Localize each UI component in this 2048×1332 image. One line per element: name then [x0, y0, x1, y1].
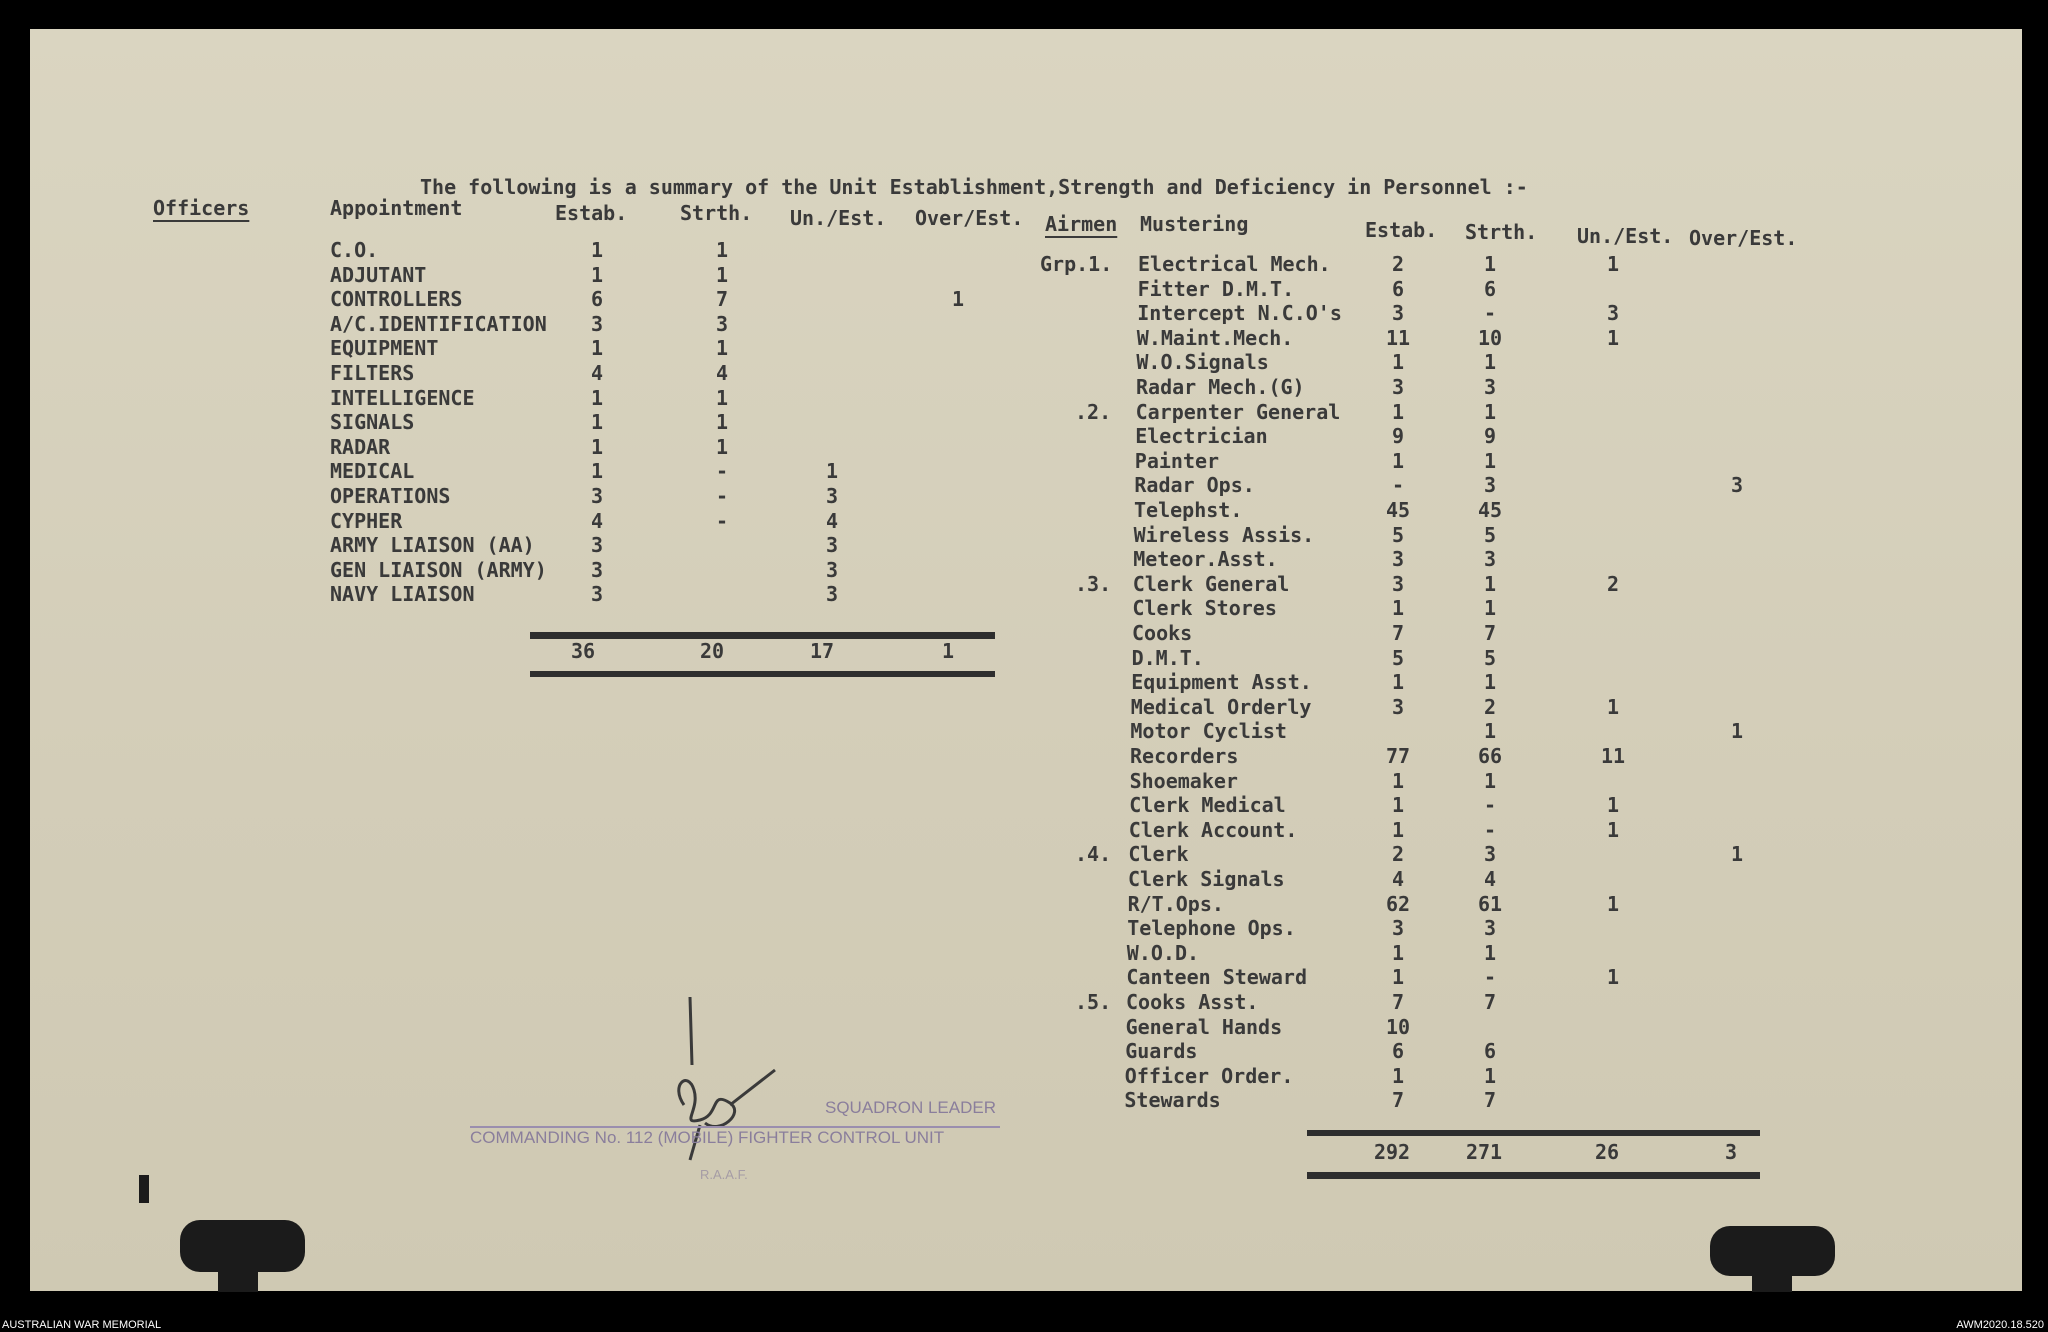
officer-total: 20	[699, 639, 725, 663]
airmen-cell: 1	[1483, 252, 1497, 276]
officer-cell: 1	[590, 459, 604, 484]
airmen-mustering: General Hands	[1125, 1014, 1283, 1039]
officer-cell: 4	[590, 361, 604, 385]
airmen-total: 271	[1465, 1140, 1503, 1164]
airmen-mustering: Intercept N.C.O's	[1137, 301, 1342, 326]
airmen-cell: 1	[1391, 448, 1405, 473]
airmen-cell: 1	[1730, 719, 1744, 744]
airmen-cell: 77	[1385, 744, 1411, 768]
airmen-header-overest: Over/Est.	[1689, 226, 1798, 250]
officer-cell: 3	[825, 582, 839, 607]
airmen-cell: 1	[1606, 793, 1620, 818]
airmen-total: 3	[1724, 1140, 1738, 1164]
airmen-cell: -	[1483, 817, 1497, 842]
airmen-total: 26	[1594, 1140, 1620, 1164]
officers-header-strth: Strth.	[680, 201, 753, 225]
footer-left: AUSTRALIAN WAR MEMORIAL	[2, 1319, 162, 1331]
airmen-cell: -	[1391, 473, 1405, 498]
airmen-cell: 1	[1606, 325, 1620, 350]
airmen-cell: 3	[1391, 547, 1405, 572]
stamp-line-3: R.A.A.F.	[700, 1167, 748, 1182]
clip-right	[1710, 1226, 1835, 1276]
airmen-mustering: Radar Mech.(G)	[1136, 375, 1305, 399]
officer-cell: -	[715, 484, 729, 508]
officers-header-overest: Over/Est.	[915, 206, 1024, 230]
airmen-cell: 1	[1391, 768, 1405, 793]
officer-cell: 1	[715, 434, 729, 459]
airmen-cell: 3	[1391, 916, 1405, 941]
airmen-cell: 7	[1483, 1088, 1497, 1113]
airmen-mustering: Radar Ops.	[1134, 473, 1255, 498]
airmen-cell: 1	[1606, 694, 1620, 719]
officer-cell: 4	[590, 508, 604, 533]
officer-cell: 1	[715, 238, 729, 262]
officer-cell: 1	[590, 434, 604, 459]
airmen-mustering: Meteor.Asst.	[1133, 547, 1278, 572]
airmen-mustering: Telephst.	[1134, 498, 1243, 522]
airmen-mustering: Fitter D.M.T.	[1137, 276, 1295, 301]
airmen-mustering: Recorders	[1130, 744, 1239, 768]
airmen-cell: 62	[1385, 891, 1411, 916]
officer-total: 1	[941, 639, 955, 663]
airmen-cell: 3	[1483, 916, 1497, 941]
airmen-cell: 3	[1730, 473, 1744, 498]
airmen-cell: 4	[1483, 867, 1497, 891]
airmen-mustering: Clerk Signals	[1128, 867, 1285, 891]
airmen-cell: 1	[1483, 1063, 1497, 1088]
airmen-cell: 7	[1391, 990, 1405, 1014]
officer-appointment: C.O.	[330, 238, 379, 262]
officer-cell: 1	[590, 385, 604, 410]
airmen-cell: 7	[1391, 621, 1405, 645]
officer-total: 36	[570, 639, 596, 663]
airmen-cell: 1	[1391, 793, 1405, 818]
airmen-cell: 1	[1730, 842, 1744, 867]
officer-cell: -	[715, 508, 729, 533]
airmen-mustering: Shoemaker	[1129, 768, 1238, 793]
airmen-cell: 1	[1606, 891, 1620, 916]
airmen-mustering: Carpenter General	[1135, 399, 1341, 424]
stamp-line-2: COMMANDING No. 112 (MOBILE) FIGHTER CONTROL UNIT	[470, 1128, 945, 1147]
airmen-mustering: Clerk	[1128, 842, 1189, 867]
officer-appointment: CYPHER	[330, 508, 403, 533]
airmen-cell: 1	[1391, 670, 1405, 695]
officer-appointment: GEN LIAISON (ARMY)	[330, 557, 547, 582]
airmen-mustering: Cooks Asst.	[1126, 990, 1259, 1014]
officer-appointment: MEDICAL	[330, 459, 415, 484]
officer-cell: 3	[825, 484, 839, 508]
officer-appointment: RADAR	[330, 434, 391, 459]
airmen-cell: 6	[1483, 1039, 1497, 1064]
airmen-cell: 1	[1391, 350, 1405, 375]
officer-appointment: OPERATIONS	[330, 484, 451, 508]
airmen-mustering: D.M.T.	[1131, 645, 1204, 670]
airmen-cell: 7	[1483, 621, 1497, 645]
officer-cell: 1	[590, 238, 604, 262]
airmen-cell: 3	[1483, 547, 1497, 572]
airmen-cell: 11	[1600, 744, 1626, 768]
airmen-cell: 1	[1391, 399, 1405, 424]
airmen-group: Grp.1.	[1040, 252, 1113, 276]
airmen-cell: 3	[1483, 842, 1497, 867]
airmen-cell: 10	[1385, 1014, 1411, 1039]
airmen-cell: 1	[1483, 399, 1497, 424]
officer-cell: 1	[715, 336, 729, 361]
airmen-mustering: Officer Order.	[1124, 1063, 1294, 1088]
officer-appointment: A/C.IDENTIFICATION	[330, 311, 547, 336]
airmen-header-mustering: Mustering	[1140, 212, 1249, 236]
airmen-cell: -	[1483, 965, 1497, 990]
airmen-mustering: W.O.Signals	[1136, 350, 1269, 375]
airmen-cell: 7	[1391, 1088, 1405, 1113]
airmen-group: .5.	[1075, 990, 1112, 1014]
airmen-cell: 3	[1483, 375, 1497, 399]
airmen-group: .3.	[1075, 571, 1112, 596]
airmen-cell: 5	[1483, 645, 1497, 670]
airmen-cell: 3	[1391, 375, 1405, 399]
airmen-cell: 1	[1391, 1063, 1405, 1088]
airmen-mustering: Medical Orderly	[1130, 694, 1312, 719]
airmen-mustering: Guards	[1125, 1039, 1198, 1064]
officer-cell: 1	[590, 410, 604, 435]
airmen-mustering: Electrical Mech.	[1138, 252, 1331, 276]
airmen-cell: 1	[1483, 596, 1497, 621]
officer-cell: 3	[590, 582, 604, 607]
airmen-cell: 1	[1483, 719, 1497, 744]
officer-cell: 3	[825, 557, 839, 582]
airmen-mustering: R/T.Ops.	[1127, 891, 1224, 916]
airmen-cell: 5	[1391, 645, 1405, 670]
airmen-cell: 45	[1477, 498, 1503, 522]
airmen-group: .2.	[1075, 399, 1112, 424]
airmen-cell: 2	[1391, 842, 1405, 867]
airmen-cell: -	[1483, 793, 1497, 818]
airmen-cell: 1	[1606, 965, 1620, 990]
footer-right: AWM2020.18.520	[1956, 1319, 2044, 1331]
airmen-rule-bottom	[1307, 1172, 1760, 1179]
airmen-mustering: Clerk Medical	[1129, 793, 1286, 818]
airmen-mustering: W.O.D.	[1126, 940, 1200, 965]
officer-cell: 3	[590, 484, 604, 508]
airmen-mustering: Equipment Asst.	[1131, 670, 1312, 695]
airmen-cell: 5	[1483, 522, 1497, 547]
officer-cell: 1	[825, 459, 839, 484]
punch-mark	[139, 1175, 149, 1203]
officers-rule-top	[530, 632, 995, 639]
officer-cell: -	[715, 459, 729, 484]
officer-cell: 3	[590, 557, 604, 582]
airmen-cell: 9	[1483, 424, 1497, 449]
officer-cell: 7	[715, 287, 729, 312]
officer-cell: 3	[715, 311, 729, 336]
airmen-cell: 1	[1391, 965, 1405, 990]
officer-appointment: ADJUTANT	[330, 262, 427, 287]
officer-appointment: INTELLIGENCE	[330, 385, 475, 410]
officers-label: Officers	[153, 196, 250, 220]
airmen-mustering: Telephone Ops.	[1127, 916, 1296, 941]
officer-appointment: CONTROLLERS	[330, 287, 463, 312]
airmen-cell: 3	[1606, 301, 1620, 326]
airmen-header-unest: Un./Est.	[1577, 224, 1674, 248]
officer-total: 17	[809, 639, 835, 663]
airmen-cell: 3	[1391, 694, 1405, 719]
airmen-cell: 5	[1391, 522, 1405, 547]
airmen-mustering: Stewards	[1124, 1088, 1221, 1113]
airmen-cell: -	[1483, 301, 1497, 326]
summary-heading: The following is a summary of the Unit Establishment,Strength and Deficiency in Personnel :-	[420, 175, 1528, 199]
airmen-cell: 1	[1483, 448, 1497, 473]
officer-cell: 3	[590, 311, 604, 336]
airmen-mustering: W.Maint.Mech.	[1136, 325, 1294, 350]
officer-appointment: FILTERS	[330, 361, 415, 385]
airmen-cell: 1	[1391, 940, 1405, 965]
airmen-header-strth: Strth.	[1465, 220, 1538, 244]
airmen-cell: 1	[1483, 768, 1497, 793]
officers-header-unest: Un./Est.	[790, 206, 887, 230]
officer-appointment: ARMY LIAISON (AA)	[330, 533, 535, 558]
officer-appointment: NAVY LIAISON	[330, 582, 475, 607]
airmen-cell: 1	[1483, 571, 1497, 596]
airmen-mustering: Cooks	[1132, 621, 1193, 645]
airmen-cell: 2	[1606, 571, 1620, 596]
airmen-group: .4.	[1075, 842, 1112, 867]
airmen-cell: 61	[1477, 891, 1503, 916]
airmen-cell: 3	[1391, 301, 1405, 326]
officer-appointment: SIGNALS	[330, 410, 415, 435]
officer-cell: 1	[590, 336, 604, 361]
airmen-header-estab: Estab.	[1365, 218, 1438, 242]
officer-appointment: EQUIPMENT	[330, 336, 439, 361]
airmen-cell: 1	[1483, 670, 1497, 695]
officer-cell: 1	[590, 262, 604, 287]
airmen-mustering: Painter	[1134, 448, 1220, 473]
airmen-cell: 3	[1391, 571, 1405, 596]
airmen-rule-top	[1307, 1130, 1760, 1136]
airmen-mustering: Wireless Assis.	[1133, 522, 1315, 547]
officers-header-estab: Estab.	[555, 201, 628, 225]
airmen-cell: 1	[1483, 940, 1497, 965]
airmen-mustering: Clerk General	[1132, 571, 1290, 596]
airmen-mustering: Canteen Steward	[1126, 965, 1308, 990]
airmen-cell: 1	[1391, 596, 1405, 621]
airmen-cell: 10	[1477, 325, 1503, 350]
airmen-mustering: Clerk Account.	[1128, 817, 1298, 842]
officer-cell: 1	[715, 262, 729, 287]
airmen-cell: 9	[1391, 424, 1405, 449]
airmen-mustering: Electrician	[1135, 424, 1268, 449]
clip-left	[180, 1220, 305, 1272]
officer-cell: 1	[715, 410, 729, 435]
officer-cell: 1	[715, 385, 729, 410]
airmen-cell: 7	[1483, 990, 1497, 1014]
airmen-cell: 3	[1483, 473, 1497, 498]
officer-cell: 4	[715, 361, 729, 385]
officers-header-appointment: Appointment	[330, 196, 463, 220]
officer-cell: 1	[951, 287, 965, 312]
airmen-cell: 2	[1391, 252, 1405, 276]
airmen-cell: 2	[1483, 694, 1497, 719]
airmen-cell: 1	[1606, 252, 1620, 276]
airmen-cell: 6	[1391, 1039, 1405, 1064]
officer-cell: 3	[590, 533, 604, 558]
document-page	[30, 29, 2022, 1291]
stamp-line-1: SQUADRON LEADER	[825, 1098, 996, 1117]
airmen-mustering: Clerk Stores	[1132, 596, 1277, 621]
airmen-cell: 6	[1391, 276, 1405, 301]
airmen-cell: 11	[1385, 325, 1411, 350]
airmen-cell: 4	[1391, 867, 1405, 891]
airmen-cell: 1	[1606, 817, 1620, 842]
airmen-mustering: Motor Cyclist	[1130, 719, 1287, 744]
officers-rule-bottom	[530, 671, 995, 677]
officer-cell: 3	[825, 533, 839, 558]
airmen-cell: 6	[1483, 276, 1497, 301]
airmen-cell: 1	[1391, 817, 1405, 842]
officer-cell: 6	[590, 287, 604, 312]
airmen-total: 292	[1373, 1140, 1411, 1164]
officer-cell: 4	[825, 508, 839, 533]
airmen-cell: 45	[1385, 498, 1411, 522]
airmen-cell: 1	[1483, 350, 1497, 375]
airmen-label: Airmen	[1045, 212, 1118, 236]
airmen-cell: 66	[1477, 744, 1503, 768]
